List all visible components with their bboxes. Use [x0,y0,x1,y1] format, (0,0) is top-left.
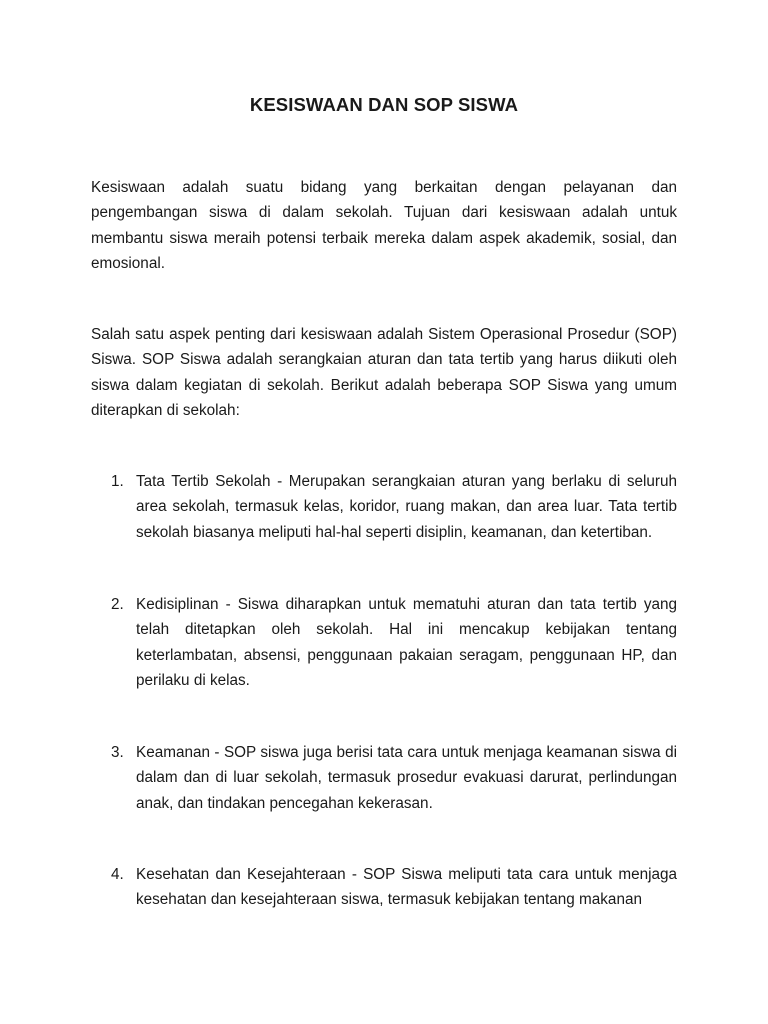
list-item-number: 4. [111,866,124,883]
paragraph-intro: Kesiswaan adalah suatu bidang yang berkaitan dengan pelayanan dan pengembangan siswa di dalam sekolah. Tujuan dari kesiswaan adalah untuk membantu siswa meraih potensi terbaik mereka dalam aspek akademik, sosial, dan emosional. [91,179,677,272]
paragraph-sop: Salah satu aspek penting dari kesiswaan adalah Sistem Operasional Prosedur (SOP) Siswa. SOP Siswa adalah serangkaian aturan dan tata tertib yang harus diikuti oleh siswa dalam kegiatan di sekolah. Berikut adalah beberapa SOP Siswa yang umum diterapkan di sekolah: [91,326,677,419]
list-item-number: 3. [111,744,124,761]
document-title: KESISWAAN DAN SOP SISWA [249,94,519,115]
list-item-text: Kesehatan dan Kesejahteraan - SOP Siswa meliputi tata cara untuk menjaga kesehatan dan kesejahteraan siswa, termasuk kebijakan tentang makanan [136,866,677,909]
list-item-number: 2. [111,596,124,613]
list-item-text: Kedisiplinan - Siswa diharapkan untuk mematuhi aturan dan tata tertib yang telah ditetapkan oleh sekolah. Hal ini mencakup kebijakan tentang keterlambatan, absensi, penggunaan pakaian seragam, penggunaan HP, dan perilaku di kelas. [136,596,677,689]
list-item-text: Keamanan - SOP siswa juga berisi tata cara untuk menjaga keamanan siswa di dalam dan di luar sekolah, termasuk prosedur evakuasi darurat, perlindungan anak, dan tindakan pencegahan kekerasan. [136,744,677,812]
list-item-text: Tata Tertib Sekolah - Merupakan serangkaian aturan yang berlaku di seluruh area sekolah, termasuk kelas, koridor, ruang makan, dan area luar. Tata tertib sekolah biasanya meliputi hal-hal seperti disiplin, keamanan, dan ketertiban. [136,473,677,541]
list-item-number: 1. [111,473,124,490]
